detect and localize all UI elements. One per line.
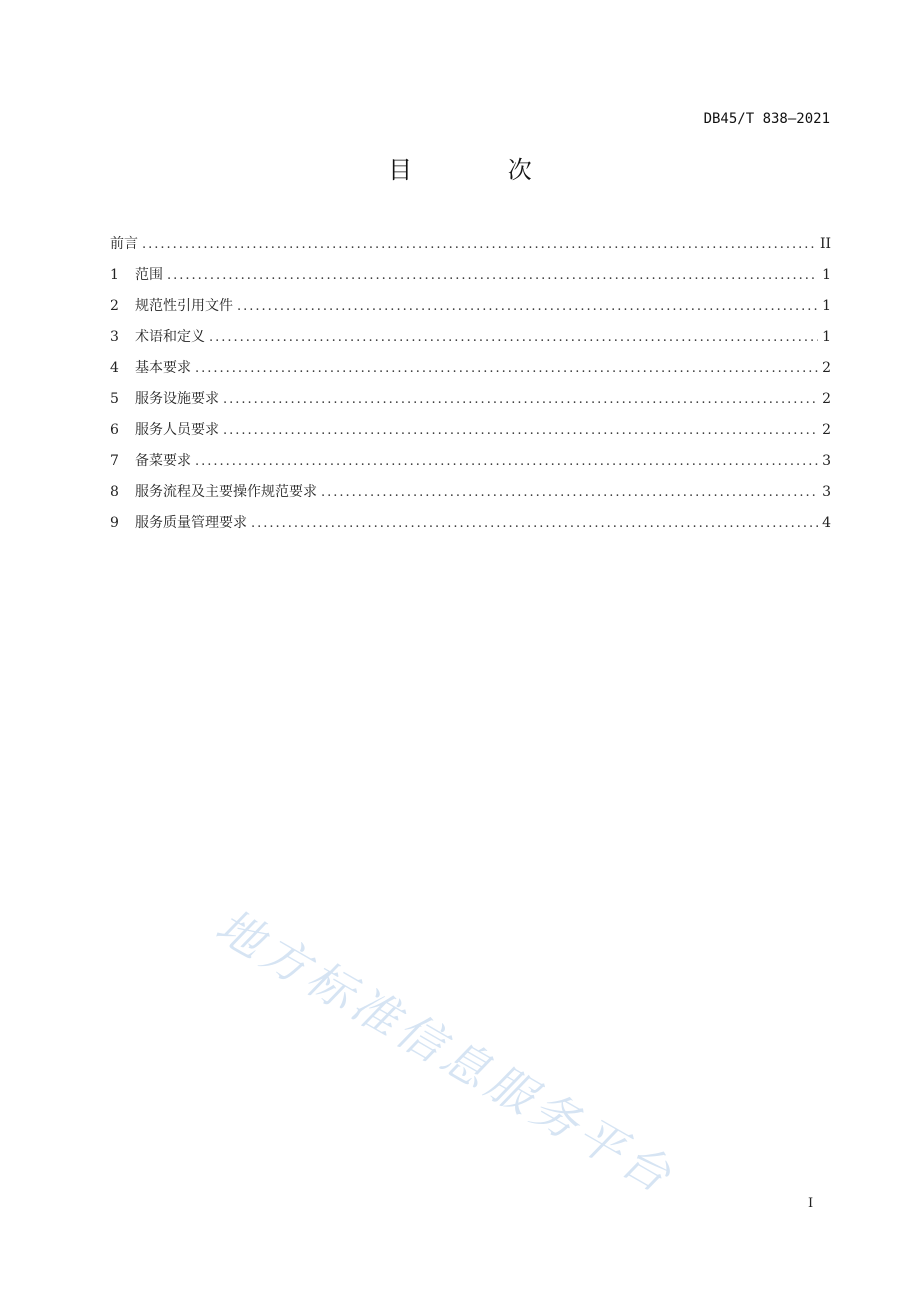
toc-item-label: 规范性引用文件 [135, 298, 233, 314]
toc-dot-leader [195, 446, 818, 477]
toc-item-number: 5 [110, 391, 119, 407]
watermark: 地方标准信息服务平台 [207, 898, 685, 1205]
toc-item-quality-management[interactable] [110, 508, 831, 539]
toc-item-number: 2 [110, 298, 119, 314]
toc-dot-leader [142, 229, 816, 260]
toc-item-page: 4 [822, 515, 831, 531]
toc-item-label: 范围 [135, 267, 163, 283]
toc-dot-leader [223, 384, 818, 415]
toc-item-number: 3 [110, 329, 119, 345]
toc-item-number: 8 [110, 484, 119, 500]
page-title: 目 次 [388, 156, 576, 184]
toc-dot-leader [321, 477, 818, 508]
toc-item-basic-requirements[interactable] [110, 353, 831, 384]
toc-item-label: 服务设施要求 [135, 391, 219, 407]
table-of-contents [110, 229, 831, 539]
toc-item-service-facilities[interactable] [110, 384, 831, 415]
toc-item-label: 备菜要求 [135, 453, 191, 469]
toc-item-label: 基本要求 [135, 360, 191, 376]
toc-dot-leader [195, 353, 818, 384]
toc-item-page: 1 [822, 298, 831, 314]
toc-item-label: 服务人员要求 [135, 422, 219, 438]
toc-item-scope[interactable] [110, 260, 831, 291]
toc-dot-leader [209, 322, 818, 353]
toc-item-label: 服务流程及主要操作规范要求 [135, 484, 317, 500]
toc-item-page: 3 [822, 484, 831, 500]
toc-item-page: 1 [822, 267, 831, 283]
toc-item-page: II [819, 236, 831, 252]
toc-dot-leader [167, 260, 818, 291]
toc-item-label: 前言 [110, 236, 138, 252]
toc-item-number: 1 [110, 267, 119, 283]
document-code: DB45/T 838—2021 [703, 111, 830, 127]
toc-item-number: 7 [110, 453, 119, 469]
toc-dot-leader [237, 291, 818, 322]
toc-item-food-preparation[interactable] [110, 446, 831, 477]
toc-item-service-process[interactable] [110, 477, 831, 508]
toc-item-terms-definitions[interactable] [110, 322, 831, 353]
toc-item-foreword[interactable] [110, 229, 831, 260]
toc-item-number: 6 [110, 422, 119, 438]
toc-item-page: 2 [822, 360, 831, 376]
toc-item-number: 4 [110, 360, 119, 376]
toc-dot-leader [223, 415, 818, 446]
toc-item-label: 术语和定义 [135, 329, 205, 345]
toc-item-page: 2 [822, 391, 831, 407]
toc-item-page: 1 [822, 329, 831, 345]
page-number: I [808, 1196, 814, 1211]
toc-item-label: 服务质量管理要求 [135, 515, 247, 531]
toc-item-service-staff[interactable] [110, 415, 831, 446]
toc-item-number: 9 [110, 515, 119, 531]
toc-item-normative-references[interactable] [110, 291, 831, 322]
toc-dot-leader [251, 508, 818, 539]
toc-item-page: 2 [822, 422, 831, 438]
toc-item-page: 3 [822, 453, 831, 469]
